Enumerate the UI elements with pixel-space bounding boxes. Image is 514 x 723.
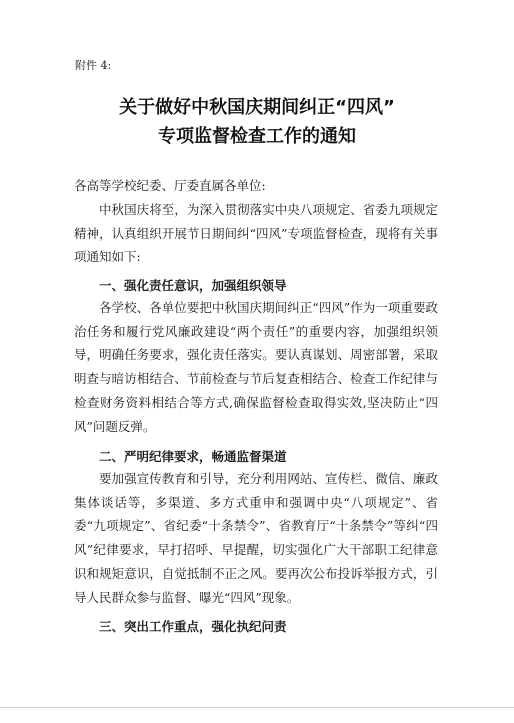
intro-paragraph: 中秋国庆将至，为深入贯彻落实中央八项规定、省委九项规定精神，认真组织开展节日期间纠“四风”专项监督检查，现将有关事项通知如下: <box>74 202 438 265</box>
document-title-line-2: 专项监督检查工作的通知 <box>158 126 356 147</box>
attachment-label: 附件 4: <box>75 59 112 72</box>
section-heading-2: 二、严明纪律要求，畅通监督渠道 <box>99 449 287 464</box>
section-heading-1: 一、强化责任意识，加强组织领导 <box>99 278 287 293</box>
recipients-line: 各高等学校纪委、厅委直属各单位: <box>74 178 266 193</box>
page-bottom-divider <box>0 707 514 708</box>
section-body-2: 要加强宣传教育和引导，充分利用网站、宣传栏、微信、廉政集体谈话等，多渠道、多方式重申和强调中央“八项规定”、省委“九项规定”、省纪委“十条禁令”、省教育厅“十条禁令”等纠“四风”纪律要求，早打招呼、早提醒，切实强化广大干部职工纪律意识和规矩意识，自觉抵制不正之风。要再次公布投诉举报方式，引导人民群众参与监督、曝光“四风”现象。 <box>74 471 438 605</box>
section-heading-3: 三、突出工作重点，强化执纪问责 <box>99 619 287 634</box>
section-body-1: 各学校、各单位要把中秋国庆期间纠正“四风”作为一项重要政治任务和履行党风廉政建设“两个责任”的重要内容，加强组织领导，明确任务要求，强化责任落实。要认真谋划、周密部署，采取明查与暗访相结合、节前检查与节后复查相结合、检查工作纪律与检查财务资料相结合等方式,确保监督检查取得实效,坚决防止“四风”问题反弹。 <box>74 300 438 434</box>
document-title-line-1: 关于做好中秋国庆期间纠正“四风” <box>119 97 395 118</box>
